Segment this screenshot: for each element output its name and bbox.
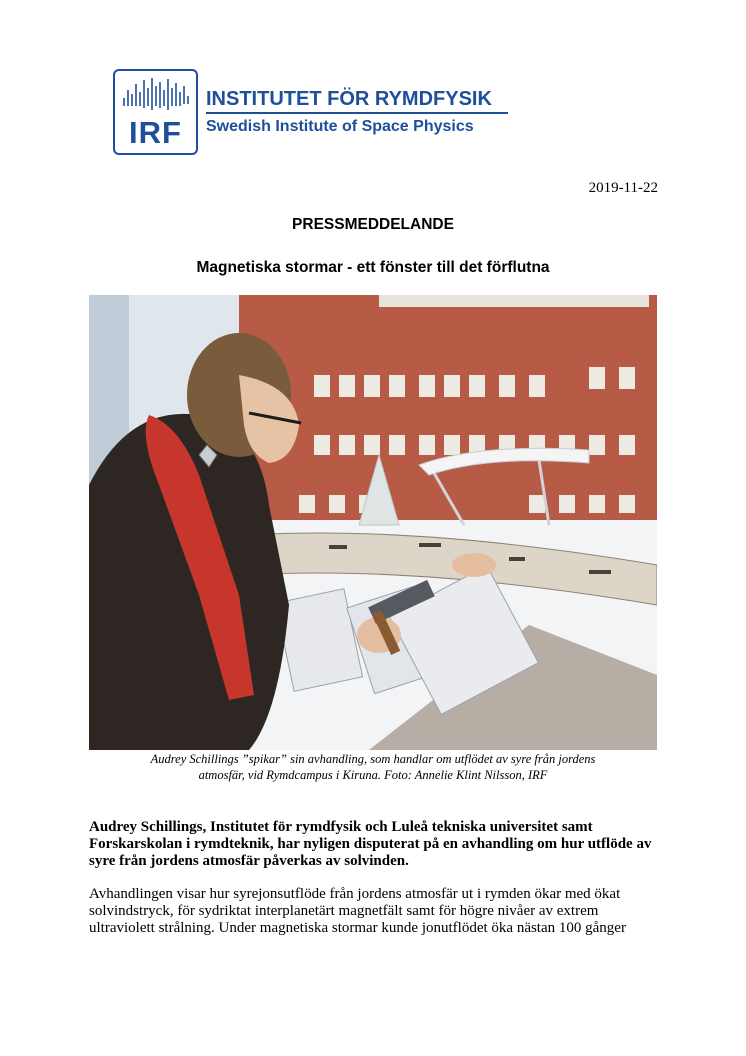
lead-line: syre från jordens atmosfär påverkas av solvinden. bbox=[89, 853, 409, 869]
body-line: ultraviolett strålning. Under magnetiska stormar kunde jonutflödet öka nästan 100 gånger bbox=[89, 920, 626, 936]
photo-caption bbox=[89, 751, 657, 783]
caption-line: atmosfär, vid Rymdcampus i Kiruna. Foto: Annelie Klint Nilsson, IRF bbox=[198, 768, 548, 782]
body-line: Avhandlingen visar hur syrejonsutflöde från jordens atmosfär ut i rymden ökar med ökat bbox=[89, 886, 621, 902]
lead-line: Audrey Schillings, Institutet för rymdfysik och Luleå tekniska universitet samt bbox=[89, 819, 593, 835]
institute-name: INSTITUTET FÖR RYMDFYSIK bbox=[206, 88, 492, 110]
document-title: Magnetiska stormar - ett fönster till det förflutna bbox=[196, 259, 550, 276]
spectrogram-logo-icon bbox=[121, 76, 191, 116]
press-photo bbox=[89, 295, 657, 750]
document-date: 2019-11-22 bbox=[588, 180, 658, 196]
body-paragraph bbox=[89, 886, 659, 937]
header-divider bbox=[206, 112, 508, 114]
irf-logo bbox=[113, 69, 198, 155]
caption-line: Audrey Schillings ”spikar” sin avhandling, som handlar om utflödet av syre från jordens bbox=[150, 752, 596, 766]
logo-text: IRF bbox=[129, 115, 182, 150]
institute-name-english: Swedish Institute of Space Physics bbox=[206, 118, 474, 135]
document-type-label: PRESSMEDDELANDE bbox=[292, 216, 454, 233]
body-line: solvindstryck, för sydriktat interplanetärt magnetfält samt för högre nivåer av extrem bbox=[89, 903, 599, 919]
lead-line: Forskarskolan i rymdteknik, har nyligen disputerat på en avhandling om hur utflöde av bbox=[89, 836, 652, 852]
lead-paragraph bbox=[89, 819, 659, 870]
